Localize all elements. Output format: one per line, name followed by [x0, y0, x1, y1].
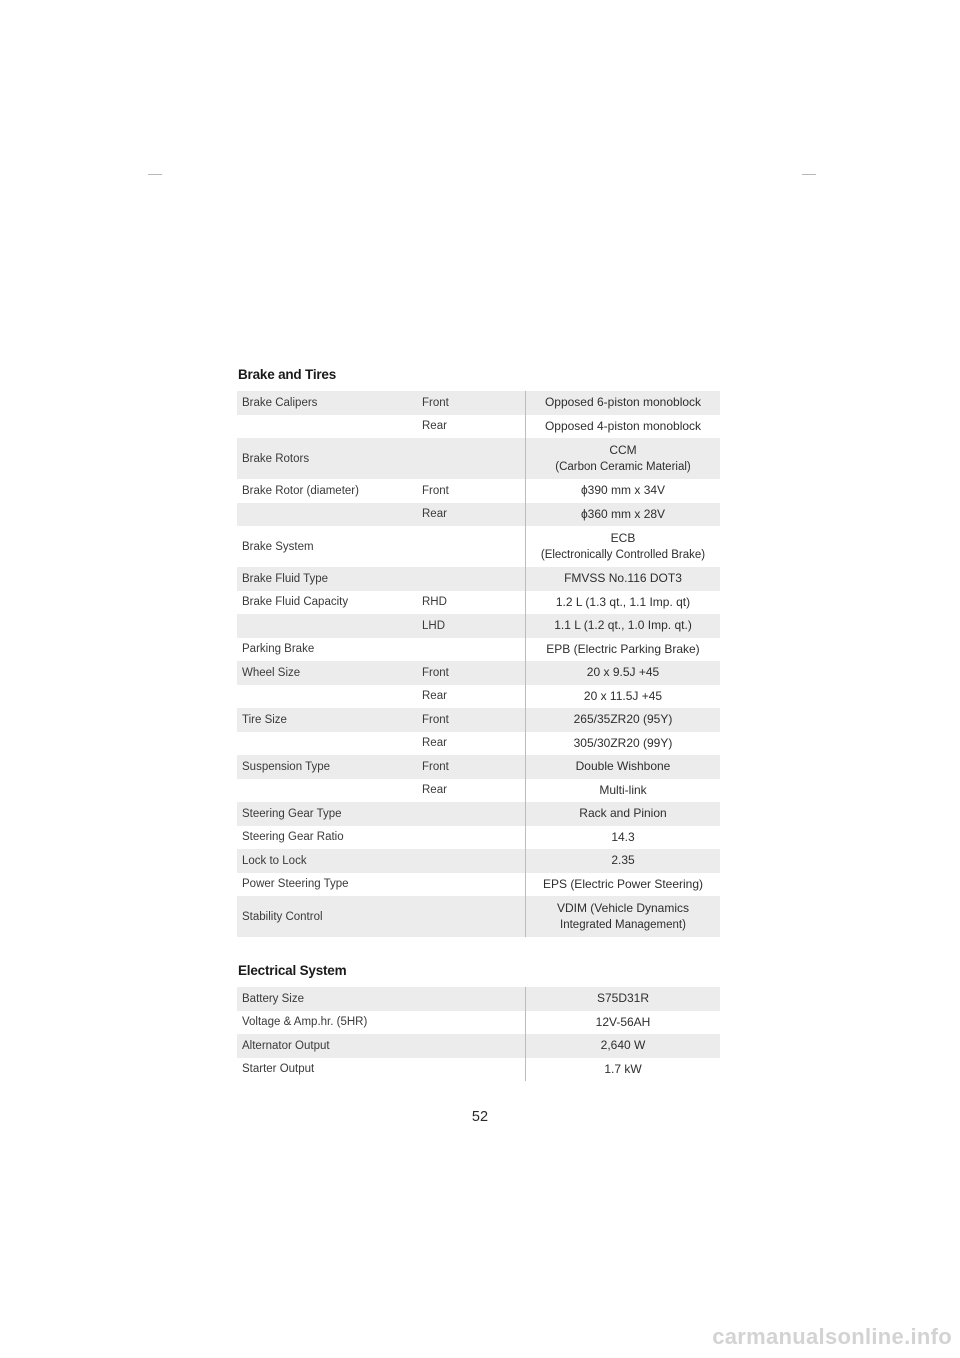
- spec-value-line: Rack and Pinion: [579, 806, 667, 821]
- spec-value: [526, 805, 720, 822]
- spec-position: Rear: [422, 690, 447, 703]
- spec-position: Front: [422, 760, 449, 773]
- spec-row: [237, 638, 720, 662]
- spec-value: [526, 418, 720, 435]
- brake-section-title: Brake and Tires: [238, 367, 337, 382]
- spec-value-line: 2.35: [611, 853, 635, 868]
- spec-row: [237, 1058, 720, 1082]
- spec-value: [526, 664, 720, 681]
- spec-label: Power Steering Type: [242, 878, 349, 891]
- spec-row: [237, 896, 720, 937]
- spec-value-line: 20 x 9.5J +45: [586, 665, 660, 680]
- spec-value-line: ϕ360 mm x 28V: [580, 506, 666, 521]
- spec-label: Suspension Type: [242, 760, 331, 773]
- spec-label: Wheel Size: [242, 666, 301, 679]
- spec-value: [526, 506, 720, 523]
- spec-label: Brake Fluid Type: [242, 572, 329, 585]
- spec-row: [237, 591, 720, 615]
- spec-label: Steering Gear Type: [242, 807, 342, 820]
- spec-label: Brake Calipers: [242, 396, 318, 409]
- page-number: 52: [471, 1109, 489, 1125]
- spec-value: [526, 617, 720, 634]
- spec-label: Voltage & Amp.hr. (5HR): [242, 1016, 368, 1029]
- spec-value: [526, 711, 720, 728]
- spec-label: Starter Output: [242, 1063, 315, 1076]
- spec-row: [237, 849, 720, 873]
- spec-position: Rear: [422, 784, 447, 797]
- spec-row: [237, 1034, 720, 1058]
- spec-value: [526, 876, 720, 893]
- spec-row: [237, 755, 720, 779]
- spec-label: Parking Brake: [242, 643, 315, 656]
- spec-row: [237, 438, 720, 479]
- spec-label: Tire Size: [242, 713, 287, 726]
- spec-value-line: 20 x 11.5J +45: [583, 688, 663, 703]
- spec-value-line: EPB (Electric Parking Brake): [546, 641, 700, 656]
- watermark-text: carmanualsonline.info: [712, 1324, 952, 1349]
- spec-label: Brake Rotors: [242, 452, 310, 465]
- spec-value-subline: Integrated Management): [560, 918, 686, 931]
- spec-value-line: VDIM (Vehicle Dynamics: [556, 900, 690, 915]
- spec-row: [237, 614, 720, 638]
- spec-value-line: CCM: [609, 442, 637, 457]
- spec-row: [237, 685, 720, 709]
- spec-row: [237, 708, 720, 732]
- spec-label: Steering Gear Ratio: [242, 831, 344, 844]
- spec-value-line: EPS (Electric Power Steering): [542, 876, 704, 891]
- spec-row: [237, 526, 720, 567]
- spec-value: [526, 594, 720, 611]
- spec-value: [526, 852, 720, 869]
- spec-row: [237, 503, 720, 527]
- crop-mark-right: [802, 174, 816, 175]
- spec-value: [526, 1061, 720, 1078]
- spec-label: Brake Rotor (diameter): [242, 484, 359, 497]
- spec-position: LHD: [422, 619, 446, 632]
- spec-label: Battery Size: [242, 992, 304, 1005]
- spec-value-line: S75D31R: [596, 991, 650, 1006]
- spec-row: [237, 567, 720, 591]
- electrical-section-title: Electrical System: [238, 963, 347, 978]
- spec-value: [526, 782, 720, 799]
- spec-row: [237, 826, 720, 850]
- spec-value-subline: (Electronically Controlled Brake): [540, 548, 706, 561]
- spec-value: [526, 990, 720, 1007]
- spec-row: [237, 779, 720, 803]
- spec-value: [526, 1037, 720, 1054]
- spec-row: [237, 391, 720, 415]
- spec-value: [526, 442, 720, 476]
- spec-row: [237, 732, 720, 756]
- spec-position: Rear: [422, 420, 447, 433]
- spec-position: Front: [422, 666, 449, 679]
- spec-value-line: 14.3: [611, 829, 635, 844]
- spec-value: [526, 735, 720, 752]
- brake-spec-table: [237, 391, 720, 937]
- spec-value-line: 12V-56AH: [595, 1014, 651, 1029]
- spec-value-line: Opposed 4-piston monoblock: [544, 418, 702, 433]
- spec-value-line: Double Wishbone: [575, 759, 671, 774]
- spec-position: Front: [422, 484, 449, 497]
- spec-value: [526, 482, 720, 499]
- spec-value-line: 2,640 W: [600, 1038, 646, 1053]
- spec-value: [526, 641, 720, 658]
- spec-value: [526, 829, 720, 846]
- spec-label: Stability Control: [242, 910, 323, 923]
- spec-value: [526, 394, 720, 411]
- spec-value: [526, 688, 720, 705]
- spec-row: [237, 873, 720, 897]
- spec-value-subline: (Carbon Ceramic Material): [555, 460, 691, 473]
- spec-value-line: 305/30ZR20 (99Y): [573, 735, 673, 750]
- spec-value: [526, 530, 720, 564]
- spec-row: [237, 802, 720, 826]
- spec-value-line: ECB: [610, 530, 636, 545]
- spec-row: [237, 661, 720, 685]
- spec-label: Brake Fluid Capacity: [242, 596, 349, 609]
- electrical-spec-table: [237, 987, 720, 1081]
- spec-position: Rear: [422, 508, 447, 521]
- spec-value-line: 265/35ZR20 (95Y): [573, 712, 673, 727]
- spec-value: [526, 570, 720, 587]
- spec-value-line: Opposed 6-piston monoblock: [544, 395, 702, 410]
- spec-value: [526, 1014, 720, 1031]
- spec-row: [237, 987, 720, 1011]
- spec-value-line: Multi-link: [599, 782, 647, 797]
- spec-row: [237, 1011, 720, 1035]
- spec-label: Brake System: [242, 540, 314, 553]
- spec-value: [526, 900, 720, 934]
- crop-mark-left: [148, 174, 162, 175]
- spec-value-line: 1.7 kW: [604, 1061, 642, 1076]
- spec-value-line: 1.1 L (1.2 qt., 1.0 Imp. qt.): [554, 618, 692, 633]
- spec-value-line: 1.2 L (1.3 qt., 1.1 Imp. qt): [555, 594, 691, 609]
- spec-value: [526, 758, 720, 775]
- spec-position: Front: [422, 396, 449, 409]
- spec-value-line: FMVSS No.116 DOT3: [564, 571, 682, 586]
- spec-position: Front: [422, 713, 449, 726]
- spec-position: Rear: [422, 737, 447, 750]
- spec-row: [237, 415, 720, 439]
- spec-value-line: ϕ390 mm x 34V: [580, 483, 666, 498]
- spec-label: Alternator Output: [242, 1039, 330, 1052]
- spec-row: [237, 479, 720, 503]
- spec-position: RHD: [422, 596, 447, 609]
- spec-label: Lock to Lock: [242, 854, 307, 867]
